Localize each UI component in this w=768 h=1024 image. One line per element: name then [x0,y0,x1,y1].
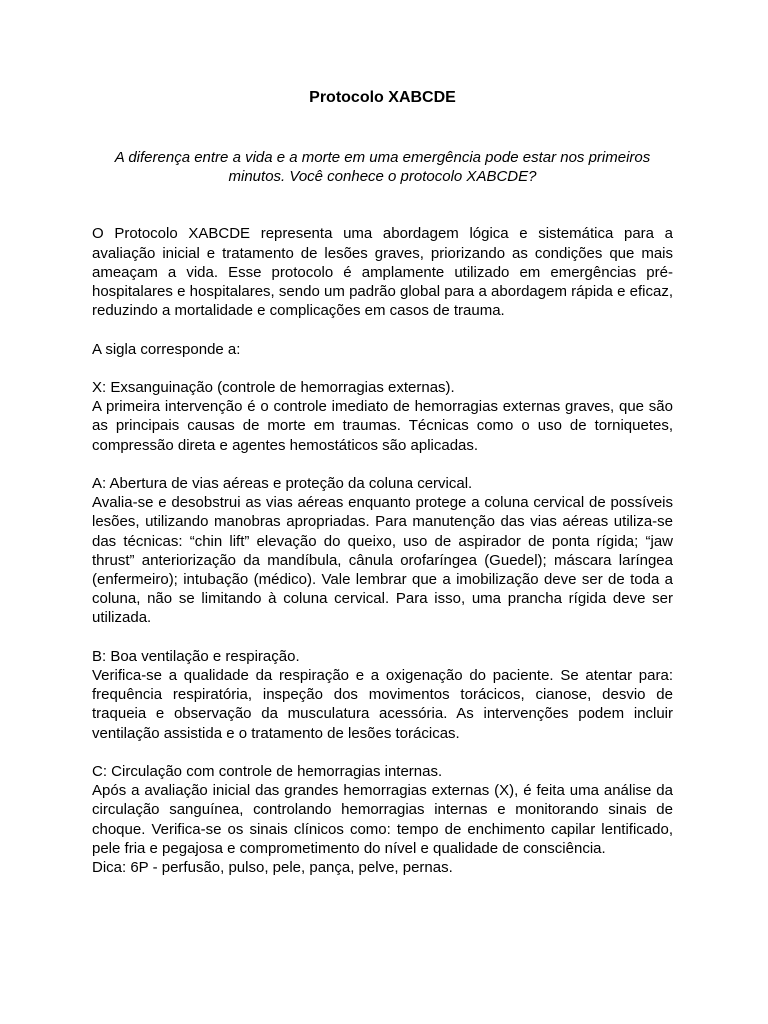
section-c [92,762,673,877]
lead-block [92,340,673,359]
section-text: Avalia-se e desobstrui as vias aéreas enquanto protege a coluna cervical de possíveis lesões, utilizando manobras apropriadas. Para manutenção das vias aéreas utiliza-se das técnicas: “chin lift” elevação do queixo, uso de aspirador de ponta rígida; “jaw thrust” anteriorização da mandíbula, cânula orofaríngea (Guedel); máscara laríngea (enfermeiro); intubação (médico). Vale lembrar que a imobilização deve ser de toda a coluna, não se limitando à coluna cervical. Para isso, uma prancha rígida deve ser utilizada. [92,494,673,627]
section-a [92,474,673,628]
section-b [92,647,673,743]
section-x [92,378,673,455]
intro-paragraph: O Protocolo XABCDE representa uma abordagem lógica e sistemática para a avaliação inicial e tratamento de lesões graves, priorizando as condições que mais ameaçam a vida. Esse protocolo é amplamente utilizado em emergências pré-hospitalares e hospitalares, sendo um padrão global para a abordagem rápida e eficaz, reduzindo a mortalidade e complicações em casos de trauma. [92,225,673,320]
section-tip: Dica: 6P - perfusão, pulso, pele, pança, pelve, pernas. [92,859,453,877]
section-text: Verifica-se a qualidade da respiração e a oxigenação do paciente. Se atentar para: frequência respiratória, inspeção dos movimentos torácicos, cianose, desvio de traqueia e observação da musculatura acessória. As intervenções podem incluir ventilação assistida e o tratamento de lesões torácicas. [92,667,673,742]
section-heading: B: Boa ventilação e respiração. [92,647,300,665]
document-subtitle: A diferença entre a vida e a morte em uma emergência pode estar nos primeiros minutos. Você conhece o protocolo XABCDE? [114,149,651,186]
document-title: Protocolo XABCDE [309,89,456,106]
section-text: A primeira intervenção é o controle imediato de hemorragias externas graves, que são as principais causas de morte em traumas. Técnicas como o uso de torniquetes, compressão direta e agentes hemostáticos são aplicadas. [92,398,673,454]
lead-text: A sigla corresponde a: [92,340,241,358]
section-heading: C: Circulação com controle de hemorragias internas. [92,763,443,781]
section-heading: X: Exsanguinação (controle de hemorragias externas). [92,379,455,396]
section-text: Após a avaliação inicial das grandes hemorragias externas (X), é feita uma análise da circulação sanguínea, controlando hemorragias internas e monitorando sinais de choque. Verifica-se os sinais clínicos como: tempo de enchimento capilar lentificado, pele fria e pegajosa e comprometimento do nível e qualidade de consciência. [92,782,673,857]
document-page [92,88,673,877]
section-heading: A: Abertura de vias aéreas e proteção da coluna cervical. [92,475,473,492]
document-body [92,224,673,877]
